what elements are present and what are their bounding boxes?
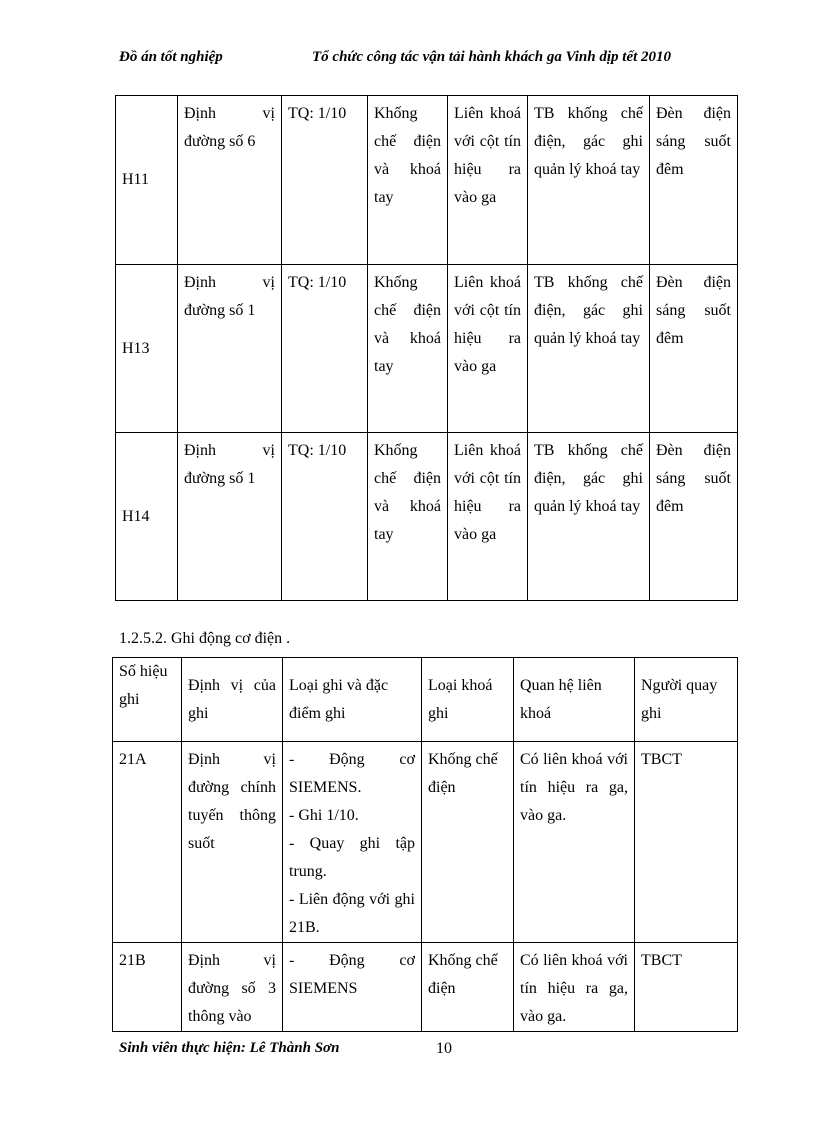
switch-code: 21A <box>113 742 182 943</box>
switch-manager: TB khống chế điện, gác ghi quản lý khoá tay <box>528 265 650 433</box>
interlock-relation: Có liên khoá với tín hiệu ra ga, vào ga. <box>514 943 635 1032</box>
switch-code: 21B <box>113 943 182 1032</box>
lock-type: Khống chế điện và khoá tay <box>368 433 448 601</box>
column-header: Định vị của ghi <box>182 658 283 742</box>
interlock-relation: Liên khoá với cột tín hiệu ra vào ga <box>448 265 528 433</box>
lock-type: Khống chế điện và khoá tay <box>368 96 448 265</box>
switch-position: Định vị đường số 1 <box>178 265 282 433</box>
switch-operator: TBCT <box>635 943 738 1032</box>
switch-type: TQ: 1/10 <box>282 96 368 265</box>
switch-manager: TB khống chế điện, gác ghi quản lý khoá tay <box>528 433 650 601</box>
table-row <box>116 96 738 265</box>
switch-code: H11 <box>116 96 178 265</box>
lock-type: Khống chế điện <box>422 943 514 1032</box>
feature-line: - Quay ghi tập trung. <box>289 835 415 880</box>
switch-table-2 <box>112 657 738 1032</box>
column-header: Quan hệ liên khoá <box>514 658 635 742</box>
switch-code: H14 <box>116 433 178 601</box>
switch-position: Định vị đường chính tuyến thông suốt <box>182 742 283 943</box>
interlock-relation: Liên khoá với cột tín hiệu ra vào ga <box>448 433 528 601</box>
table-row <box>113 742 738 943</box>
header-right: Tổ chức công tác vận tải hành khách ga Vinh dịp tết 2010 <box>312 49 672 65</box>
switch-features <box>283 943 422 1032</box>
lighting: Đèn điện sáng suốt đêm <box>650 433 738 601</box>
switch-operator: TBCT <box>635 742 738 943</box>
table-row <box>116 433 738 601</box>
switch-code: H13 <box>116 265 178 433</box>
switch-position: Định vị đường số 6 <box>178 96 282 265</box>
switch-manager: TB khống chế điện, gác ghi quản lý khoá tay <box>528 96 650 265</box>
switch-position: Định vị đường số 1 <box>178 433 282 601</box>
feature-line: - Động cơ SIEMENS. <box>289 751 415 796</box>
feature-line: - Ghi 1/10. <box>289 807 359 824</box>
column-header: Loại ghi và đặc điểm ghi <box>283 658 422 742</box>
page-number: 10 <box>436 1040 452 1057</box>
interlock-relation: Có liên khoá với tín hiệu ra ga, vào ga. <box>514 742 635 943</box>
column-header: Loại khoá ghi <box>422 658 514 742</box>
table-row <box>116 265 738 433</box>
column-header: Số hiệu ghi <box>113 658 182 742</box>
lighting: Đèn điện sáng suốt đêm <box>650 96 738 265</box>
switch-type: TQ: 1/10 <box>282 265 368 433</box>
feature-line: - Động cơ SIEMENS <box>289 952 415 997</box>
switch-features <box>283 742 422 943</box>
feature-line: - Liên động với ghi 21B. <box>289 891 415 936</box>
header-left: Đồ án tốt nghiệp <box>119 49 223 65</box>
switch-position: Định vị đường số 3 thông vào <box>182 943 283 1032</box>
table-row <box>113 943 738 1032</box>
footer-author: Sinh viên thực hiện: Lê Thành Sơn <box>119 1040 340 1056</box>
switch-type: TQ: 1/10 <box>282 433 368 601</box>
lock-type: Khống chế điện và khoá tay <box>368 265 448 433</box>
column-header: Người quay ghi <box>635 658 738 742</box>
lock-type: Khống chế điện <box>422 742 514 943</box>
interlock-relation: Liên khoá với cột tín hiệu ra vào ga <box>448 96 528 265</box>
section-title: 1.2.5.2. Ghi động cơ điện . <box>119 630 291 647</box>
table-header-row <box>113 658 738 742</box>
lighting: Đèn điện sáng suốt đêm <box>650 265 738 433</box>
switch-table-1 <box>115 95 738 601</box>
